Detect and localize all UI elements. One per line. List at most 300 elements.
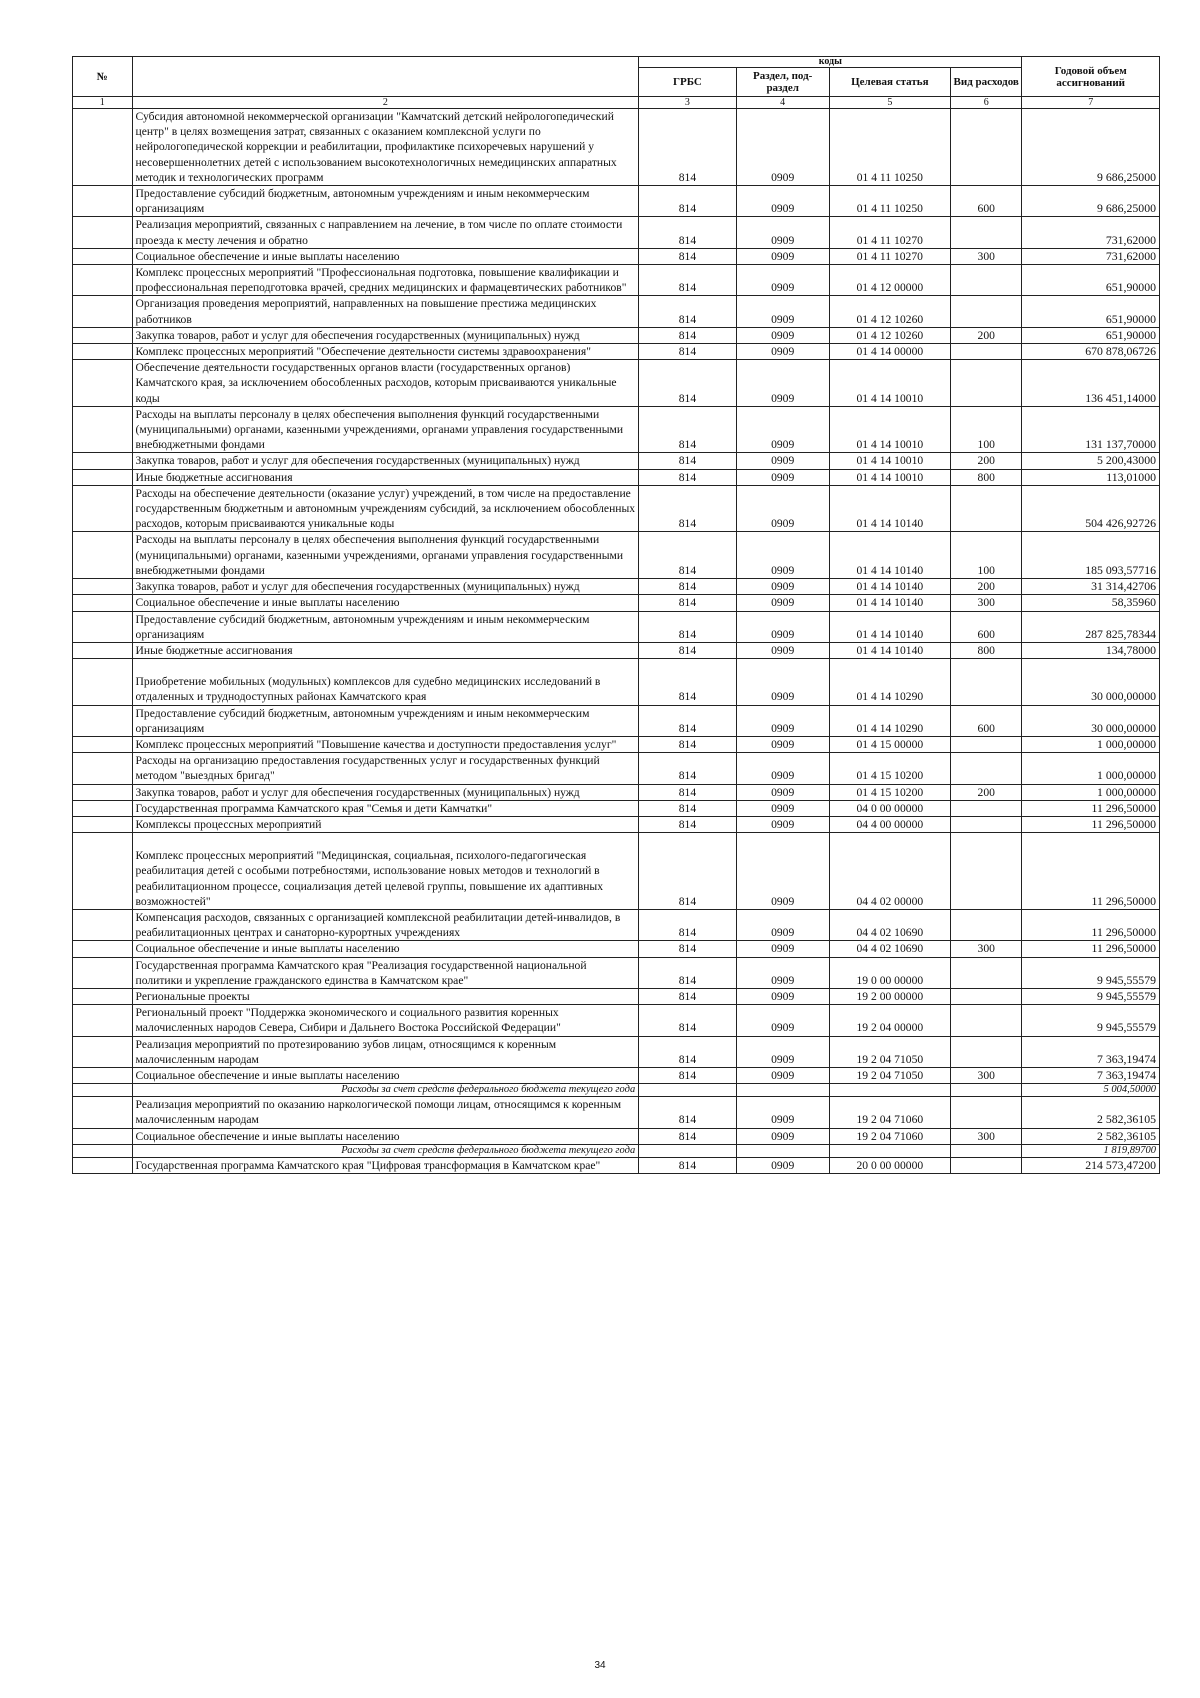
table-row xyxy=(73,1128,1160,1144)
row-number-cell xyxy=(73,1097,133,1128)
table-row xyxy=(73,1097,1160,1128)
row-name-cell: Комплексы процессных мероприятий xyxy=(132,816,639,832)
row-section-cell: 0909 xyxy=(736,217,829,248)
row-section-cell: 0909 xyxy=(736,327,829,343)
row-number-cell xyxy=(73,579,133,595)
row-section-cell: 0909 xyxy=(736,186,829,217)
row-section-cell: 0909 xyxy=(736,248,829,264)
row-name-cell: Реализация мероприятий по оказанию наркологической помощи лицам, относящимся к коренным малочисленным народам xyxy=(132,1097,639,1128)
row-number-cell xyxy=(73,469,133,485)
row-amount-cell: 5 004,50000 xyxy=(1022,1084,1160,1097)
row-section-cell: 0909 xyxy=(736,800,829,816)
row-target-cell: 01 4 12 10260 xyxy=(829,327,950,343)
row-expense-type-cell xyxy=(950,909,1021,940)
row-grbs-cell: 814 xyxy=(639,296,736,327)
budget-table-sheet xyxy=(72,56,1160,1174)
row-section-cell: 0909 xyxy=(736,265,829,296)
row-number-cell xyxy=(73,909,133,940)
row-target-cell: 01 4 11 10250 xyxy=(829,186,950,217)
row-expense-type-cell: 300 xyxy=(950,1067,1021,1083)
row-expense-type-cell xyxy=(950,800,1021,816)
table-row-subtotal xyxy=(73,1144,1160,1157)
row-name-cell: Расходы на организацию предоставления государственных услуг и государственных функций методом "выездных бригад" xyxy=(132,753,639,784)
row-target-cell: 04 0 00 00000 xyxy=(829,800,950,816)
row-number-cell xyxy=(73,1128,133,1144)
row-section-cell xyxy=(736,1084,829,1097)
row-expense-type-cell: 300 xyxy=(950,595,1021,611)
row-grbs-cell: 814 xyxy=(639,800,736,816)
row-amount-cell: 651,90000 xyxy=(1022,265,1160,296)
row-name-cell: Закупка товаров, работ и услуг для обеспечения государственных (муниципальных) нужд xyxy=(132,579,639,595)
row-amount-cell: 287 825,78344 xyxy=(1022,611,1160,642)
row-grbs-cell: 814 xyxy=(639,532,736,579)
row-number-cell xyxy=(73,485,133,532)
row-target-cell: 01 4 14 10140 xyxy=(829,485,950,532)
row-grbs-cell: 814 xyxy=(639,736,736,752)
row-expense-type-cell: 200 xyxy=(950,579,1021,595)
budget-allocation-table xyxy=(72,56,1160,1174)
table-row xyxy=(73,217,1160,248)
row-amount-cell: 9 686,25000 xyxy=(1022,109,1160,186)
row-target-cell: 01 4 14 10140 xyxy=(829,532,950,579)
row-amount-cell: 11 296,50000 xyxy=(1022,941,1160,957)
row-section-cell: 0909 xyxy=(736,1097,829,1128)
row-name-cell: Закупка товаров, работ и услуг для обеспечения государственных (муниципальных) нужд xyxy=(132,453,639,469)
table-row xyxy=(73,816,1160,832)
row-section-cell: 0909 xyxy=(736,736,829,752)
row-name-cell: Предоставление субсидий бюджетным, автономным учреждениям и иным некоммерческим организациям xyxy=(132,705,639,736)
row-name-cell: Закупка товаров, работ и услуг для обеспечения государственных (муниципальных) нужд xyxy=(132,327,639,343)
row-number-cell xyxy=(73,248,133,264)
row-grbs-cell: 814 xyxy=(639,327,736,343)
column-number: 3 xyxy=(639,97,736,109)
row-grbs-cell: 814 xyxy=(639,611,736,642)
table-row xyxy=(73,988,1160,1004)
row-amount-cell: 11 296,50000 xyxy=(1022,800,1160,816)
column-numbers-row xyxy=(73,97,1160,109)
table-row xyxy=(73,909,1160,940)
row-section-cell: 0909 xyxy=(736,1005,829,1036)
row-name-cell: Социальное обеспечение и иные выплаты населению xyxy=(132,595,639,611)
row-amount-cell: 5 200,43000 xyxy=(1022,453,1160,469)
row-target-cell: 01 4 14 10010 xyxy=(829,453,950,469)
row-grbs-cell: 814 xyxy=(639,753,736,784)
row-target-cell: 01 4 14 10140 xyxy=(829,642,950,658)
row-number-cell xyxy=(73,532,133,579)
row-section-cell: 0909 xyxy=(736,816,829,832)
header-row-top xyxy=(73,57,1160,68)
table-row xyxy=(73,532,1160,579)
row-name-cell: Государственная программа Камчатского края "Семья и дети Камчатки" xyxy=(132,800,639,816)
row-target-cell: 04 4 00 00000 xyxy=(829,816,950,832)
row-number-cell xyxy=(73,659,133,705)
row-grbs-cell: 814 xyxy=(639,469,736,485)
row-amount-cell: 185 093,57716 xyxy=(1022,532,1160,579)
row-section-cell: 0909 xyxy=(736,344,829,360)
row-grbs-cell: 814 xyxy=(639,579,736,595)
row-number-cell xyxy=(73,327,133,343)
row-section-cell: 0909 xyxy=(736,957,829,988)
table-row xyxy=(73,736,1160,752)
row-grbs-cell: 814 xyxy=(639,248,736,264)
column-number: 2 xyxy=(132,97,639,109)
row-amount-cell: 113,01000 xyxy=(1022,469,1160,485)
column-number: 6 xyxy=(950,97,1021,109)
row-grbs-cell: 814 xyxy=(639,957,736,988)
row-number-cell xyxy=(73,642,133,658)
row-target-cell: 01 4 14 10010 xyxy=(829,360,950,407)
row-number-cell xyxy=(73,1144,133,1157)
row-grbs-cell: 814 xyxy=(639,988,736,1004)
table-row xyxy=(73,705,1160,736)
row-expense-type-cell xyxy=(950,1144,1021,1157)
row-amount-cell: 731,62000 xyxy=(1022,248,1160,264)
row-amount-cell: 1 000,00000 xyxy=(1022,736,1160,752)
table-row xyxy=(73,800,1160,816)
row-section-cell: 0909 xyxy=(736,1067,829,1083)
row-name-cell: Социальное обеспечение и иные выплаты населению xyxy=(132,1067,639,1083)
row-name-cell: Государственная программа Камчатского края "Цифровая трансформация в Камчатском крае" xyxy=(132,1157,639,1173)
row-target-cell: 19 2 04 71050 xyxy=(829,1067,950,1083)
row-grbs-cell: 814 xyxy=(639,941,736,957)
row-number-cell xyxy=(73,800,133,816)
row-amount-cell: 7 363,19474 xyxy=(1022,1036,1160,1067)
row-expense-type-cell xyxy=(950,988,1021,1004)
row-target-cell: 01 4 11 10270 xyxy=(829,217,950,248)
row-expense-type-cell xyxy=(950,360,1021,407)
row-grbs-cell: 814 xyxy=(639,109,736,186)
row-grbs-cell xyxy=(639,1084,736,1097)
row-target-cell: 19 2 04 71060 xyxy=(829,1128,950,1144)
row-section-cell: 0909 xyxy=(736,485,829,532)
row-grbs-cell: 814 xyxy=(639,1157,736,1173)
row-grbs-cell: 814 xyxy=(639,186,736,217)
row-expense-type-cell xyxy=(950,816,1021,832)
table-row xyxy=(73,1157,1160,1173)
row-amount-cell: 731,62000 xyxy=(1022,217,1160,248)
row-name-cell: Субсидия автономной некоммерческой организации "Камчатский детский нейрологопедический центр" в целях возмещения затрат, связанных с оказанием комплексной услуги по нейрологопедической коррекции и реабилитации, профилактике психоречевых нарушений у несовершеннолетних детей с использованием высокотехнологичных немедицинских аппаратных методик и технологических программ xyxy=(132,109,639,186)
row-number-cell xyxy=(73,957,133,988)
row-grbs-cell: 814 xyxy=(639,705,736,736)
row-name-cell: Комплекс процессных мероприятий "Медицинская, социальная, психолого-педагогическая реабилитация детей с особыми потребностями, использование новых методов и технологий в реабилитационном процессе, социализация детей целевой группы, повышение их адаптивных возможностей" xyxy=(132,833,639,910)
row-number-cell xyxy=(73,816,133,832)
row-amount-cell: 2 582,36105 xyxy=(1022,1128,1160,1144)
row-target-cell: 19 2 04 00000 xyxy=(829,1005,950,1036)
row-expense-type-cell: 600 xyxy=(950,186,1021,217)
row-expense-type-cell: 200 xyxy=(950,784,1021,800)
row-target-cell: 01 4 14 10010 xyxy=(829,406,950,453)
row-expense-type-cell xyxy=(950,659,1021,705)
table-row xyxy=(73,469,1160,485)
row-expense-type-cell xyxy=(950,485,1021,532)
row-grbs-cell: 814 xyxy=(639,1097,736,1128)
row-section-cell: 0909 xyxy=(736,642,829,658)
row-number-cell xyxy=(73,1036,133,1067)
table-row xyxy=(73,595,1160,611)
table-row xyxy=(73,248,1160,264)
row-expense-type-cell xyxy=(950,736,1021,752)
row-expense-type-cell: 300 xyxy=(950,941,1021,957)
row-amount-cell: 9 945,55579 xyxy=(1022,1005,1160,1036)
row-expense-type-cell xyxy=(950,833,1021,910)
row-amount-cell: 134,78000 xyxy=(1022,642,1160,658)
row-expense-type-cell: 600 xyxy=(950,611,1021,642)
row-target-cell: 04 4 02 10690 xyxy=(829,941,950,957)
row-name-cell: Региональные проекты xyxy=(132,988,639,1004)
row-target-cell: 01 4 14 10140 xyxy=(829,595,950,611)
row-target-cell: 01 4 14 10010 xyxy=(829,469,950,485)
row-expense-type-cell xyxy=(950,1005,1021,1036)
row-section-cell: 0909 xyxy=(736,1036,829,1067)
row-number-cell xyxy=(73,705,133,736)
row-target-cell: 04 4 02 10690 xyxy=(829,909,950,940)
table-row xyxy=(73,265,1160,296)
page-number: 34 xyxy=(594,1660,606,1671)
row-number-cell xyxy=(73,109,133,186)
row-section-cell: 0909 xyxy=(736,1157,829,1173)
row-grbs-cell: 814 xyxy=(639,1067,736,1083)
row-name-cell: Расходы на выплаты персоналу в целях обеспечения выполнения функций государственными (муниципальными) органами, казенными учреждениями, органами управления государственными внебюджетными фондами xyxy=(132,532,639,579)
row-number-cell xyxy=(73,406,133,453)
row-target-cell: 01 4 15 00000 xyxy=(829,736,950,752)
table-row xyxy=(73,611,1160,642)
row-section-cell: 0909 xyxy=(736,753,829,784)
row-grbs-cell: 814 xyxy=(639,265,736,296)
row-target-cell: 01 4 15 10200 xyxy=(829,753,950,784)
row-number-cell xyxy=(73,611,133,642)
row-name-cell: Предоставление субсидий бюджетным, автономным учреждениям и иным некоммерческим организациям xyxy=(132,186,639,217)
table-body xyxy=(73,109,1160,1174)
row-grbs-cell: 814 xyxy=(639,485,736,532)
header-section: Раздел, под-раздел xyxy=(736,68,829,97)
row-expense-type-cell xyxy=(950,1036,1021,1067)
row-expense-type-cell: 100 xyxy=(950,532,1021,579)
row-target-cell: 01 4 14 10140 xyxy=(829,611,950,642)
row-name-cell: Государственная программа Камчатского края "Реализация государственной национальной политики и укрепление гражданского единства в Камчатском крае" xyxy=(132,957,639,988)
row-section-cell: 0909 xyxy=(736,406,829,453)
row-number-cell xyxy=(73,1084,133,1097)
row-section-cell: 0909 xyxy=(736,469,829,485)
row-amount-cell: 2 582,36105 xyxy=(1022,1097,1160,1128)
row-name-cell: Реализация мероприятий по протезированию зубов лицам, относящимся к коренным малочисленным народам xyxy=(132,1036,639,1067)
row-number-cell xyxy=(73,296,133,327)
table-row xyxy=(73,344,1160,360)
row-expense-type-cell: 800 xyxy=(950,642,1021,658)
row-section-cell: 0909 xyxy=(736,296,829,327)
row-grbs-cell: 814 xyxy=(639,1128,736,1144)
table-row xyxy=(73,579,1160,595)
row-target-cell xyxy=(829,1144,950,1157)
row-section-cell: 0909 xyxy=(736,941,829,957)
row-expense-type-cell xyxy=(950,344,1021,360)
row-expense-type-cell xyxy=(950,957,1021,988)
row-section-cell: 0909 xyxy=(736,360,829,407)
row-target-cell: 01 4 11 10250 xyxy=(829,109,950,186)
table-row xyxy=(73,833,1160,910)
row-number-cell xyxy=(73,1157,133,1173)
row-target-cell: 01 4 11 10270 xyxy=(829,248,950,264)
row-grbs-cell: 814 xyxy=(639,909,736,940)
table-row xyxy=(73,957,1160,988)
row-number-cell xyxy=(73,186,133,217)
column-number: 4 xyxy=(736,97,829,109)
row-name-cell: Комплекс процессных мероприятий "Повышение качества и доступности предоставления услуг" xyxy=(132,736,639,752)
row-name-cell: Комплекс процессных мероприятий "Профессиональная подготовка, повышение квалификации и профессиональная переподготовка врачей, средних медицинских и фармацевтических работников" xyxy=(132,265,639,296)
row-expense-type-cell: 300 xyxy=(950,248,1021,264)
table-row xyxy=(73,659,1160,705)
table-row xyxy=(73,642,1160,658)
table-row xyxy=(73,360,1160,407)
row-number-cell xyxy=(73,784,133,800)
row-expense-type-cell xyxy=(950,217,1021,248)
row-name-cell: Иные бюджетные ассигнования xyxy=(132,469,639,485)
header-number: № xyxy=(73,57,133,97)
row-number-cell xyxy=(73,265,133,296)
row-section-cell: 0909 xyxy=(736,109,829,186)
row-section-cell: 0909 xyxy=(736,659,829,705)
row-amount-cell: 670 878,06726 xyxy=(1022,344,1160,360)
row-grbs-cell: 814 xyxy=(639,816,736,832)
row-grbs-cell: 814 xyxy=(639,217,736,248)
row-amount-cell: 651,90000 xyxy=(1022,296,1160,327)
row-number-cell xyxy=(73,736,133,752)
table-row xyxy=(73,1005,1160,1036)
column-number: 5 xyxy=(829,97,950,109)
row-section-cell: 0909 xyxy=(736,532,829,579)
row-number-cell xyxy=(73,988,133,1004)
row-amount-cell: 651,90000 xyxy=(1022,327,1160,343)
row-section-cell xyxy=(736,1144,829,1157)
row-expense-type-cell: 800 xyxy=(950,469,1021,485)
row-expense-type-cell xyxy=(950,296,1021,327)
row-amount-cell: 1 000,00000 xyxy=(1022,753,1160,784)
row-section-cell: 0909 xyxy=(736,453,829,469)
table-row xyxy=(73,327,1160,343)
row-name-cell: Комплекс процессных мероприятий "Обеспечение деятельности системы здравоохранения" xyxy=(132,344,639,360)
row-name-cell: Расходы за счет средств федерального бюджета текущего года xyxy=(132,1144,639,1157)
table-row xyxy=(73,1036,1160,1067)
row-amount-cell: 30 000,00000 xyxy=(1022,705,1160,736)
row-name-cell: Расходы за счет средств федерального бюджета текущего года xyxy=(132,1084,639,1097)
row-amount-cell: 1 819,89700 xyxy=(1022,1144,1160,1157)
row-target-cell: 01 4 12 00000 xyxy=(829,265,950,296)
row-amount-cell: 9 945,55579 xyxy=(1022,988,1160,1004)
row-target-cell: 01 4 14 10290 xyxy=(829,659,950,705)
row-number-cell xyxy=(73,595,133,611)
row-grbs-cell: 814 xyxy=(639,406,736,453)
row-target-cell: 19 0 00 00000 xyxy=(829,957,950,988)
row-expense-type-cell xyxy=(950,1084,1021,1097)
row-name-cell: Предоставление субсидий бюджетным, автономным учреждениям и иным некоммерческим организациям xyxy=(132,611,639,642)
row-expense-type-cell xyxy=(950,1097,1021,1128)
header-target: Целевая статья xyxy=(829,68,950,97)
row-target-cell: 01 4 14 00000 xyxy=(829,344,950,360)
row-grbs-cell: 814 xyxy=(639,344,736,360)
table-row xyxy=(73,784,1160,800)
row-section-cell: 0909 xyxy=(736,595,829,611)
header-expense-type: Вид расходов xyxy=(950,68,1021,97)
row-target-cell: 19 2 00 00000 xyxy=(829,988,950,1004)
header-grbs: ГРБС xyxy=(639,68,736,97)
row-section-cell: 0909 xyxy=(736,784,829,800)
row-amount-cell: 11 296,50000 xyxy=(1022,816,1160,832)
row-amount-cell: 30 000,00000 xyxy=(1022,659,1160,705)
row-grbs-cell: 814 xyxy=(639,1005,736,1036)
row-expense-type-cell: 100 xyxy=(950,406,1021,453)
row-name-cell: Социальное обеспечение и иные выплаты населению xyxy=(132,248,639,264)
row-number-cell xyxy=(73,941,133,957)
row-name-cell: Компенсация расходов, связанных с организацией комплексной реабилитации детей-инвалидов, в реабилитационных центрах и санаторно-курортных учреждениях xyxy=(132,909,639,940)
row-name-cell: Расходы на выплаты персоналу в целях обеспечения выполнения функций государственными (муниципальными) органами, казенными учреждениями, органами управления государственными внебюджетными фондами xyxy=(132,406,639,453)
table-row-subtotal xyxy=(73,1084,1160,1097)
row-name-cell: Расходы на обеспечение деятельности (оказание услуг) учреждений, в том числе на предоставление государственным бюджетным и автономным учреждениям субсидий, за исключением обособленных расходов, которым присваиваются уникальные коды xyxy=(132,485,639,532)
row-expense-type-cell: 200 xyxy=(950,327,1021,343)
row-grbs-cell: 814 xyxy=(639,659,736,705)
row-amount-cell: 136 451,14000 xyxy=(1022,360,1160,407)
row-grbs-cell: 814 xyxy=(639,360,736,407)
row-target-cell: 01 4 14 10140 xyxy=(829,579,950,595)
table-row xyxy=(73,753,1160,784)
table-row xyxy=(73,186,1160,217)
row-section-cell: 0909 xyxy=(736,1128,829,1144)
row-target-cell: 04 4 02 00000 xyxy=(829,833,950,910)
row-grbs-cell: 814 xyxy=(639,1036,736,1067)
row-expense-type-cell xyxy=(950,265,1021,296)
row-section-cell: 0909 xyxy=(736,611,829,642)
table-row xyxy=(73,485,1160,532)
row-amount-cell: 11 296,50000 xyxy=(1022,833,1160,910)
row-number-cell xyxy=(73,217,133,248)
row-grbs-cell: 814 xyxy=(639,642,736,658)
column-number: 7 xyxy=(1022,97,1160,109)
row-number-cell xyxy=(73,1067,133,1083)
row-section-cell: 0909 xyxy=(736,988,829,1004)
row-target-cell: 19 2 04 71050 xyxy=(829,1036,950,1067)
header-amount: Годовой объем ассигнований xyxy=(1022,57,1160,97)
row-grbs-cell: 814 xyxy=(639,595,736,611)
row-name-cell: Приобретение мобильных (модульных) комплексов для судебно медицинских исследований в отдаленных и труднодоступных районах Камчатского края xyxy=(132,659,639,705)
row-expense-type-cell: 600 xyxy=(950,705,1021,736)
row-amount-cell: 9 686,25000 xyxy=(1022,186,1160,217)
row-section-cell: 0909 xyxy=(736,705,829,736)
row-name-cell: Социальное обеспечение и иные выплаты населению xyxy=(132,1128,639,1144)
row-target-cell: 20 0 00 00000 xyxy=(829,1157,950,1173)
row-expense-type-cell: 200 xyxy=(950,453,1021,469)
header-codes-group: коды xyxy=(639,57,1022,68)
row-grbs-cell xyxy=(639,1144,736,1157)
row-amount-cell: 504 426,92726 xyxy=(1022,485,1160,532)
row-amount-cell: 58,35960 xyxy=(1022,595,1160,611)
row-number-cell xyxy=(73,360,133,407)
table-row xyxy=(73,406,1160,453)
row-grbs-cell: 814 xyxy=(639,453,736,469)
row-grbs-cell: 814 xyxy=(639,833,736,910)
row-expense-type-cell xyxy=(950,753,1021,784)
row-number-cell xyxy=(73,1005,133,1036)
row-target-cell xyxy=(829,1084,950,1097)
table-row xyxy=(73,296,1160,327)
row-target-cell: 01 4 12 10260 xyxy=(829,296,950,327)
row-name-cell: Закупка товаров, работ и услуг для обеспечения государственных (муниципальных) нужд xyxy=(132,784,639,800)
row-name-cell: Иные бюджетные ассигнования xyxy=(132,642,639,658)
row-amount-cell: 7 363,19474 xyxy=(1022,1067,1160,1083)
row-amount-cell: 11 296,50000 xyxy=(1022,909,1160,940)
row-number-cell xyxy=(73,833,133,910)
row-amount-cell: 131 137,70000 xyxy=(1022,406,1160,453)
row-grbs-cell: 814 xyxy=(639,784,736,800)
row-amount-cell: 9 945,55579 xyxy=(1022,957,1160,988)
row-expense-type-cell: 300 xyxy=(950,1128,1021,1144)
